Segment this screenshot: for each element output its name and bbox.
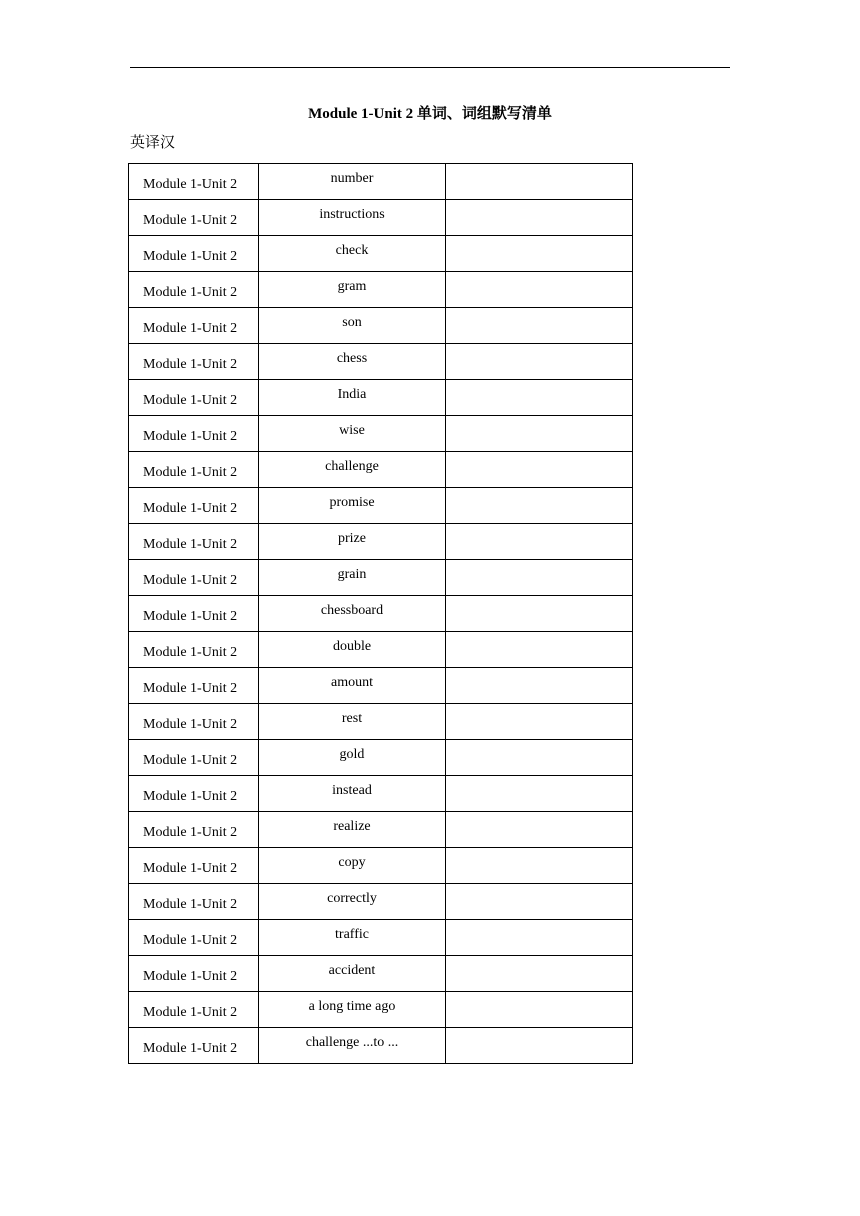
answer-cell[interactable]: [446, 308, 633, 344]
word-cell: challenge: [259, 452, 446, 488]
table-row: [129, 272, 633, 308]
word-cell: realize: [259, 812, 446, 848]
unit-cell: Module 1-Unit 2: [129, 740, 259, 776]
word-cell: gram: [259, 272, 446, 308]
table-row: [129, 560, 633, 596]
answer-cell[interactable]: [446, 776, 633, 812]
answer-cell[interactable]: [446, 524, 633, 560]
unit-cell: Module 1-Unit 2: [129, 668, 259, 704]
answer-cell[interactable]: [446, 740, 633, 776]
word-cell: wise: [259, 416, 446, 452]
word-cell: instead: [259, 776, 446, 812]
table-row: [129, 416, 633, 452]
word-cell: India: [259, 380, 446, 416]
answer-cell[interactable]: [446, 236, 633, 272]
table-row: [129, 380, 633, 416]
unit-cell: Module 1-Unit 2: [129, 308, 259, 344]
table-row: [129, 344, 633, 380]
section-label: 英译汉: [130, 135, 176, 151]
word-cell: instructions: [259, 200, 446, 236]
table-row: [129, 308, 633, 344]
word-cell: prize: [259, 524, 446, 560]
unit-cell: Module 1-Unit 2: [129, 992, 259, 1028]
answer-cell[interactable]: [446, 848, 633, 884]
answer-cell[interactable]: [446, 560, 633, 596]
unit-cell: Module 1-Unit 2: [129, 884, 259, 920]
table-row: [129, 704, 633, 740]
table-row: [129, 812, 633, 848]
unit-cell: Module 1-Unit 2: [129, 236, 259, 272]
unit-cell: Module 1-Unit 2: [129, 776, 259, 812]
word-cell: traffic: [259, 920, 446, 956]
vocabulary-table: [128, 163, 633, 1064]
answer-cell[interactable]: [446, 380, 633, 416]
vocabulary-table-body: [129, 164, 633, 1064]
answer-cell[interactable]: [446, 596, 633, 632]
unit-cell: Module 1-Unit 2: [129, 344, 259, 380]
table-row: [129, 164, 633, 200]
table-row: [129, 740, 633, 776]
table-row: [129, 668, 633, 704]
table-row: [129, 524, 633, 560]
word-cell: check: [259, 236, 446, 272]
table-row: [129, 992, 633, 1028]
unit-cell: Module 1-Unit 2: [129, 164, 259, 200]
unit-cell: Module 1-Unit 2: [129, 632, 259, 668]
word-cell: copy: [259, 848, 446, 884]
table-row: [129, 776, 633, 812]
answer-cell[interactable]: [446, 920, 633, 956]
answer-cell[interactable]: [446, 200, 633, 236]
word-cell: number: [259, 164, 446, 200]
answer-cell[interactable]: [446, 416, 633, 452]
table-row: [129, 884, 633, 920]
unit-cell: Module 1-Unit 2: [129, 848, 259, 884]
unit-cell: Module 1-Unit 2: [129, 1028, 259, 1064]
word-cell: son: [259, 308, 446, 344]
word-cell: challenge ...to ...: [259, 1028, 446, 1064]
unit-cell: Module 1-Unit 2: [129, 704, 259, 740]
unit-cell: Module 1-Unit 2: [129, 920, 259, 956]
unit-cell: Module 1-Unit 2: [129, 416, 259, 452]
word-cell: gold: [259, 740, 446, 776]
table-row: [129, 632, 633, 668]
answer-cell[interactable]: [446, 992, 633, 1028]
answer-cell[interactable]: [446, 632, 633, 668]
table-row: [129, 488, 633, 524]
answer-cell[interactable]: [446, 1028, 633, 1064]
table-row: [129, 848, 633, 884]
word-cell: grain: [259, 560, 446, 596]
word-cell: rest: [259, 704, 446, 740]
table-row: [129, 200, 633, 236]
unit-cell: Module 1-Unit 2: [129, 272, 259, 308]
word-cell: promise: [259, 488, 446, 524]
word-cell: double: [259, 632, 446, 668]
answer-cell[interactable]: [446, 272, 633, 308]
answer-cell[interactable]: [446, 452, 633, 488]
answer-cell[interactable]: [446, 164, 633, 200]
unit-cell: Module 1-Unit 2: [129, 200, 259, 236]
word-cell: chessboard: [259, 596, 446, 632]
word-cell: accident: [259, 956, 446, 992]
unit-cell: Module 1-Unit 2: [129, 812, 259, 848]
table-row: [129, 596, 633, 632]
answer-cell[interactable]: [446, 704, 633, 740]
answer-cell[interactable]: [446, 956, 633, 992]
unit-cell: Module 1-Unit 2: [129, 488, 259, 524]
answer-cell[interactable]: [446, 884, 633, 920]
document-title: Module 1-Unit 2 单词、词组默写清单: [308, 106, 552, 122]
answer-cell[interactable]: [446, 812, 633, 848]
header-rule: [130, 67, 730, 68]
unit-cell: Module 1-Unit 2: [129, 956, 259, 992]
unit-cell: Module 1-Unit 2: [129, 524, 259, 560]
answer-cell[interactable]: [446, 344, 633, 380]
word-cell: a long time ago: [259, 992, 446, 1028]
answer-cell[interactable]: [446, 668, 633, 704]
table-row: [129, 1028, 633, 1064]
unit-cell: Module 1-Unit 2: [129, 452, 259, 488]
answer-cell[interactable]: [446, 488, 633, 524]
word-cell: amount: [259, 668, 446, 704]
unit-cell: Module 1-Unit 2: [129, 380, 259, 416]
table-row: [129, 452, 633, 488]
table-row: [129, 956, 633, 992]
table-row: [129, 920, 633, 956]
table-row: [129, 236, 633, 272]
word-cell: chess: [259, 344, 446, 380]
unit-cell: Module 1-Unit 2: [129, 596, 259, 632]
word-cell: correctly: [259, 884, 446, 920]
unit-cell: Module 1-Unit 2: [129, 560, 259, 596]
